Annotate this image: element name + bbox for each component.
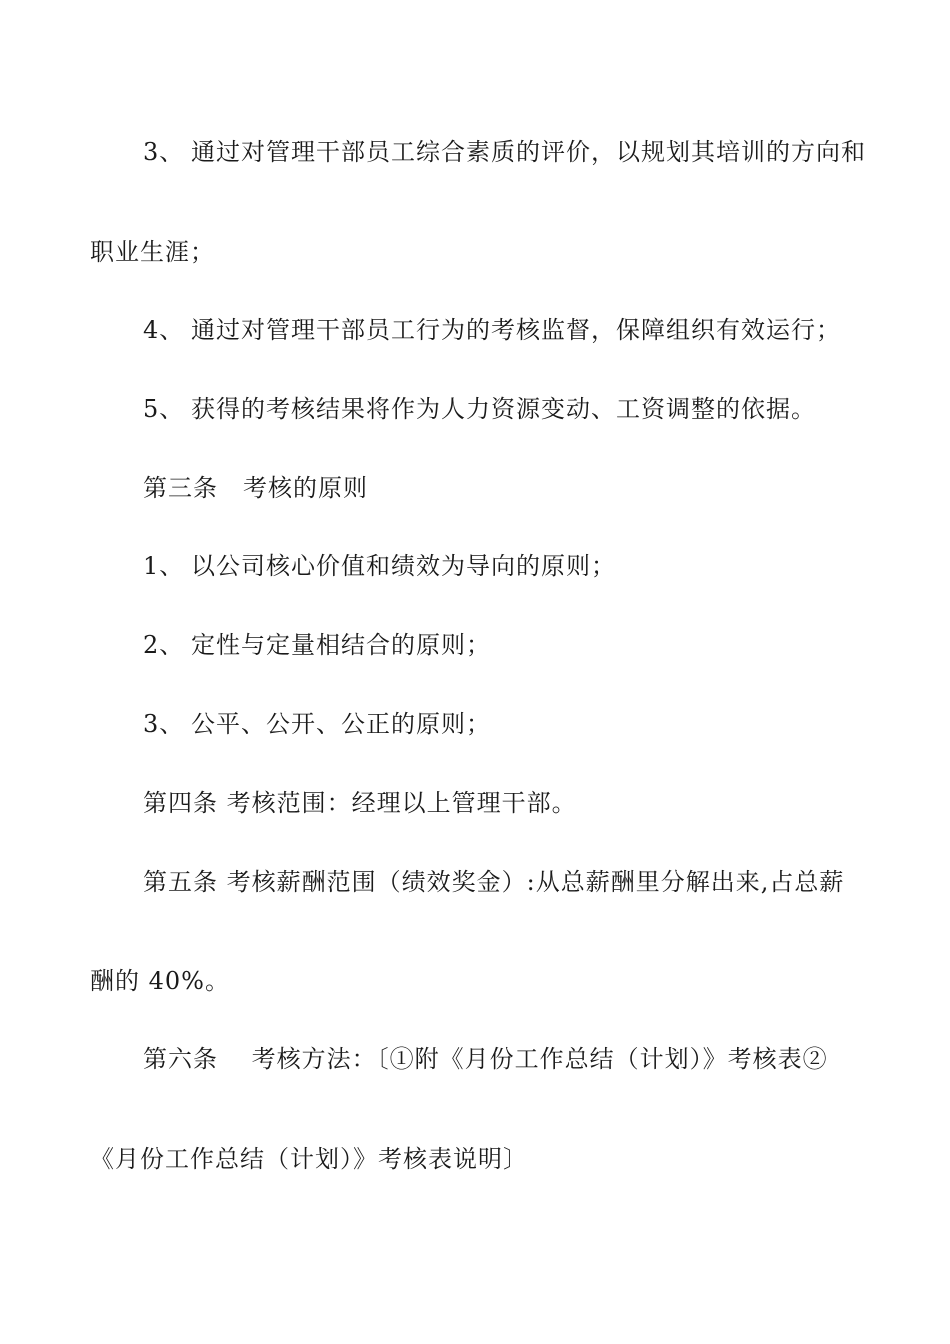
article-text: 《月份工作总结（计划）》考核表说明〕 (90, 1145, 528, 1173)
article-6-line-1 (143, 1044, 828, 1074)
item-text: 通过对管理干部员工综合素质的评价，以规划其培训的方向和 (191, 138, 866, 166)
item-text: 职业生涯； (90, 238, 215, 266)
article-5-line-2 (90, 966, 230, 996)
item-text: 以公司核心价值和绩效为导向的原则； (191, 552, 616, 580)
item-number: 3、 (143, 138, 185, 166)
item-number: 4、 (143, 316, 185, 344)
paragraph-item-3-line-1 (143, 137, 866, 167)
principle-item-1 (143, 551, 616, 581)
item-text: 公平、公开、公正的原则； (191, 710, 491, 738)
principle-item-3 (143, 709, 491, 739)
paragraph-item-3-line-2 (90, 237, 215, 267)
item-text: 获得的考核结果将作为人力资源变动、工资调整的依据。 (191, 395, 816, 423)
article-text: 第五条 考核薪酬范围（绩效奖金）:从总薪酬里分解出来,占总薪 (143, 868, 845, 896)
paragraph-item-4 (143, 315, 841, 345)
item-number: 1、 (143, 552, 185, 580)
item-number: 3、 (143, 710, 185, 738)
item-number: 2、 (143, 631, 185, 659)
item-text: 通过对管理干部员工行为的考核监督，保障组织有效运行； (191, 316, 841, 344)
article-text: 第三条 考核的原则 (143, 474, 368, 502)
article-text: 第六条 考核方法：〔①附《月份工作总结（计划）》考核表② (143, 1045, 828, 1073)
item-text: 定性与定量相结合的原则； (191, 631, 491, 659)
article-text: 酬的 40%。 (90, 967, 230, 995)
article-6-line-2 (90, 1144, 528, 1174)
article-3-heading (143, 473, 368, 503)
article-text: 第四条 考核范围：经理以上管理干部。 (143, 789, 577, 817)
principle-item-2 (143, 630, 491, 660)
paragraph-item-5 (143, 394, 816, 424)
article-4 (143, 788, 577, 818)
item-number: 5、 (143, 395, 185, 423)
article-5-line-1 (143, 867, 844, 897)
